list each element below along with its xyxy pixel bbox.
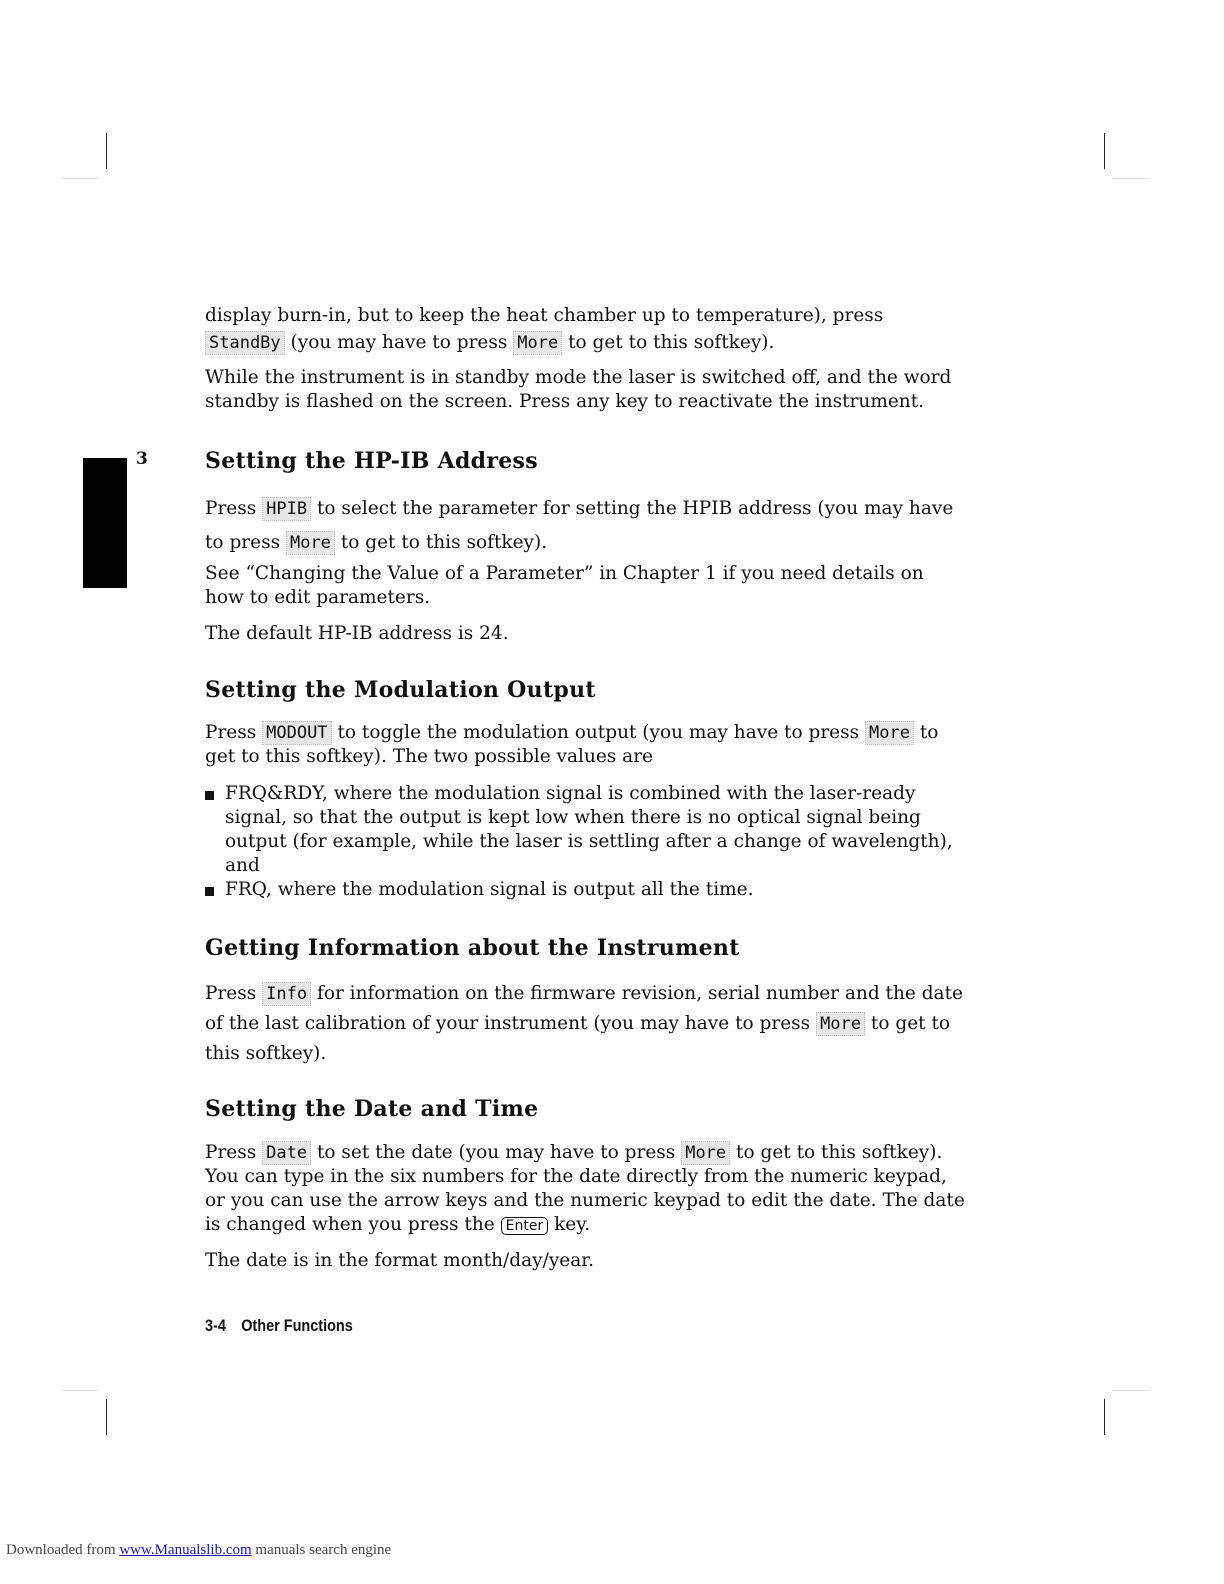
heading-date: Setting the Date and Time xyxy=(205,1096,539,1122)
hpib-text-a: Press xyxy=(205,498,257,519)
date-softkey: Date xyxy=(262,1141,311,1165)
page-number: 3-4 xyxy=(205,1316,226,1335)
more-softkey: More xyxy=(286,531,335,555)
info-text-c: to get to this softkey). xyxy=(205,1013,951,1064)
page-footer xyxy=(205,1316,353,1336)
chapter-tab xyxy=(83,458,127,588)
list-item xyxy=(205,782,965,878)
chapter-number: 3 xyxy=(136,449,148,469)
enter-key: Enter xyxy=(501,1217,549,1235)
bullet-text: FRQ&RDY, where the modulation signal is combined with the laser-ready signal, so that the output is kept low when there is no optical signal being output (for example, while the laser is settling after a change of wavelength), and xyxy=(225,783,953,876)
bullet-icon xyxy=(205,791,214,800)
manualslib-link[interactable]: www.Manualslib.com xyxy=(119,1542,252,1558)
date-text-d: key. xyxy=(554,1214,591,1235)
hpib-text-b: to select the parameter for setting the HPIB address (you may have to press xyxy=(205,498,954,553)
standby-paragraph xyxy=(205,366,965,414)
more-softkey: More xyxy=(816,1012,865,1036)
crop-mark-bottom-left xyxy=(106,1399,107,1435)
intro-line1: display burn-in, but to keep the heat chamber up to temperature), press xyxy=(205,305,884,326)
more-softkey: More xyxy=(865,721,914,745)
date-text-b: to set the date (you may have to press xyxy=(316,1142,676,1163)
standby-softkey: StandBy xyxy=(205,331,285,355)
more-softkey: More xyxy=(513,331,562,355)
heading-info: Getting Information about the Instrument xyxy=(205,935,740,961)
date-paragraph xyxy=(205,1141,965,1238)
hpib-see-text: See “Changing the Value of a Parameter” in Chapter 1 if you need details on how to edit parameters. xyxy=(205,563,924,608)
heading-hpib: Setting the HP-IB Address xyxy=(205,448,538,474)
intro-text: (you may have to press xyxy=(290,332,508,353)
crop-line-top-left xyxy=(62,178,98,179)
hpib-see-paragraph xyxy=(205,562,965,610)
hpib-default-text: The default HP-IB address is 24. xyxy=(205,623,509,644)
crop-line-top-right xyxy=(1112,178,1150,179)
info-text-a: Press xyxy=(205,983,257,1004)
standby-text: While the instrument is in standby mode the laser is switched off, and the word standby is flashed on the screen. Press any key to reactivate the instrument. xyxy=(205,367,952,412)
info-text-b: for information on the firmware revision, serial number and the date of the last calibration of your instrument (you may have to press xyxy=(205,983,963,1034)
bullet-text: FRQ, where the modulation signal is output all the time. xyxy=(225,879,754,900)
modulation-paragraph xyxy=(205,721,965,769)
crop-line-bottom-right xyxy=(1112,1390,1150,1391)
intro-text-end: to get to this softkey). xyxy=(568,332,775,353)
date-format-text: The date is in the format month/day/year. xyxy=(205,1250,594,1271)
download-notice xyxy=(6,1542,391,1559)
hpib-softkey: HPIB xyxy=(262,497,311,521)
mod-text-c: to get to this softkey). The two possible values are xyxy=(205,722,939,767)
intro-paragraph xyxy=(205,302,965,357)
date-text-c: to get to this softkey). You can type in the six numbers for the date directly from the numeric keypad, or you can use the arrow keys and the numeric keypad to edit the date. The date is changed when you press the xyxy=(205,1142,965,1235)
date-text-a: Press xyxy=(205,1142,257,1163)
crop-mark-top-left xyxy=(106,133,107,169)
more-softkey: More xyxy=(681,1141,730,1165)
crop-line-bottom-left xyxy=(62,1390,98,1391)
crop-mark-top-right xyxy=(1104,133,1105,169)
mod-text-a: Press xyxy=(205,722,257,743)
modulation-list xyxy=(205,782,965,902)
download-suffix: manuals search engine xyxy=(255,1542,392,1558)
bullet-icon xyxy=(205,887,214,896)
info-softkey: Info xyxy=(262,982,311,1006)
hpib-default-paragraph xyxy=(205,622,965,646)
list-item xyxy=(205,878,965,902)
modout-softkey: MODOUT xyxy=(262,721,331,745)
download-prefix: Downloaded from xyxy=(6,1542,116,1558)
footer-section: Other Functions xyxy=(241,1316,353,1335)
mod-text-b: to toggle the modulation output (you may have to press xyxy=(337,722,860,743)
crop-mark-bottom-right xyxy=(1104,1399,1105,1435)
hpib-paragraph xyxy=(205,492,965,560)
info-paragraph xyxy=(205,979,965,1069)
hpib-text-c: to get to this softkey). xyxy=(340,532,548,553)
heading-modulation: Setting the Modulation Output xyxy=(205,677,596,703)
date-format-paragraph xyxy=(205,1249,965,1273)
